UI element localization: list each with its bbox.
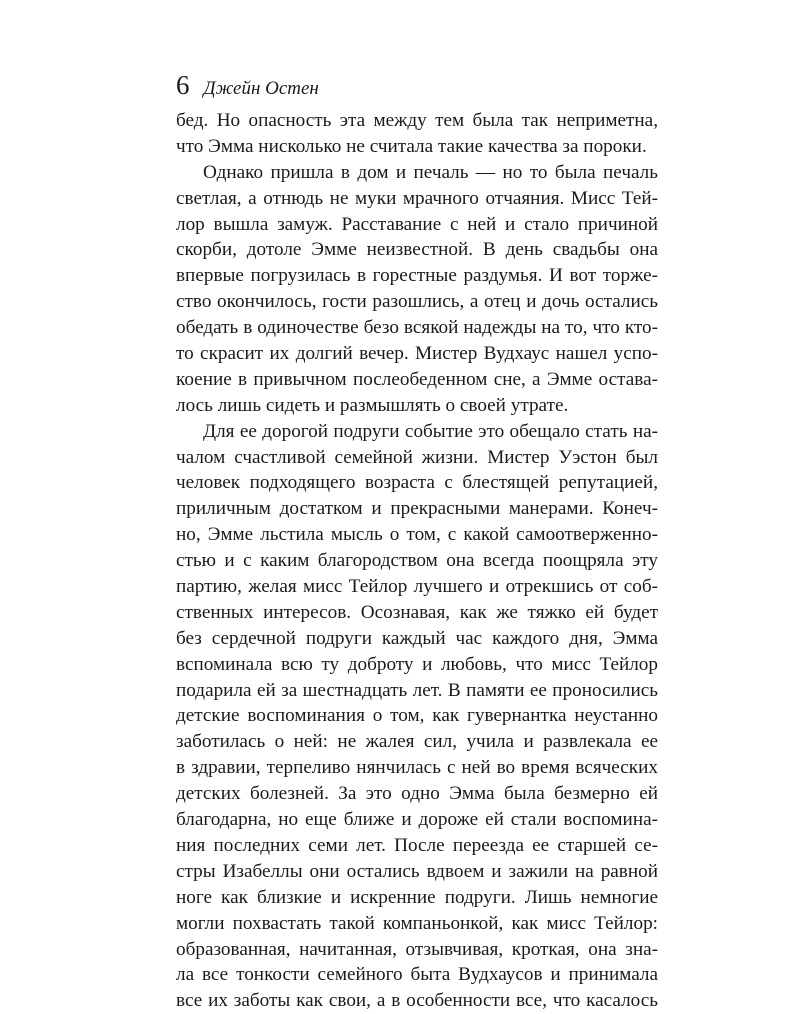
text-line: ла все тонкости семейного быта Вудхаусов и принимала (176, 964, 658, 986)
text-line: благодарна, но еще ближе и дороже ей стали воспомина- (176, 809, 658, 831)
text-line: коение в привычном послеобеденном сне, а Эмме остава- (176, 368, 658, 390)
text-line: светлая, а отнюдь не муки мрачного отчаяния. Мисс Тей- (176, 187, 658, 209)
running-head-author: Джейн Остен (203, 78, 319, 99)
text-line: впервые погрузилась в горестные раздумья. И вот торже- (176, 265, 658, 287)
text-line: то скрасит их долгий вечер. Мистер Вудхаус нашел успо- (176, 343, 658, 365)
body-text (176, 108, 658, 1014)
text-line: заботилась о ней: не жалея сил, учила и развлекала ее (176, 731, 658, 753)
text-line: все их заботы как свои, а в особенности все, что касалось (176, 990, 658, 1012)
text-line: человек подходящего возраста с блестящей репутацией, (176, 472, 658, 494)
text-line: вспоминала всю ту доброту и любовь, что мисс Тейлор (176, 653, 658, 675)
text-line: ство окончилось, гости разошлись, а отец и дочь остались (176, 291, 658, 313)
paragraph-first-line: Для ее дорогой подруги событие это обещало стать на- (203, 420, 658, 442)
text-line: могли похвастать такой компаньонкой, как мисс Тейлор: (176, 912, 658, 934)
text-line: стры Изабеллы они остались вдвоем и зажили на равной (176, 860, 658, 882)
text-line: бед. Но опасность эта между тем была так неприметна, (176, 110, 658, 131)
text-line: скорби, дотоле Эмме неизвестной. В день свадьбы она (176, 239, 658, 261)
text-line: ноге как близкие и искренние подруги. Лишь немногие (176, 886, 658, 908)
text-line: детских болезней. За это одно Эмма была безмерно ей (176, 783, 658, 805)
text-line: ственных интересов. Осознавая, как же тяжко ей будет (176, 601, 658, 623)
text-line: лось лишь сидеть и размышлять о своей утрате. (176, 394, 569, 416)
text-line: но, Эмме льстила мысль о том, с какой самоотверженно- (176, 524, 658, 546)
text-line: что Эмма нисколько не считала такие качества за пороки. (176, 135, 647, 157)
text-line: ния последних семи лет. После переезда ее старшей се- (176, 834, 658, 856)
text-line: детские воспоминания о том, как гувернантка неустанно (176, 705, 658, 727)
page-number: 6 (176, 70, 190, 100)
text-line: приличным достатком и прекрасными манерами. Конеч- (176, 498, 658, 520)
text-line: образованная, начитанная, отзывчивая, кроткая, она зна- (176, 938, 658, 960)
text-line: лор вышла замуж. Расставание с ней и стало причиной (176, 213, 658, 235)
text-line: без сердечной подруги каждый час каждого дня, Эмма (176, 627, 658, 649)
text-line: стью и с каким благородством она всегда поощряла эту (176, 550, 658, 572)
text-line: партию, желая мисс Тейлор лучшего и отрекшись от соб- (176, 576, 658, 598)
text-line: в здравии, терпеливо нянчилась с ней во время всяческих (176, 757, 658, 779)
running-head (176, 68, 319, 102)
text-line: обедать в одиночестве безо всякой надежды на то, что кто- (176, 317, 658, 339)
text-line: чалом счастливой семейной жизни. Мистер Уэстон был (176, 446, 658, 468)
paragraph-first-line: Однако пришла в дом и печаль — но то была печаль (203, 161, 658, 183)
text-line: подарила ей за шестнадцать лет. В памяти ее проносились (176, 679, 658, 701)
